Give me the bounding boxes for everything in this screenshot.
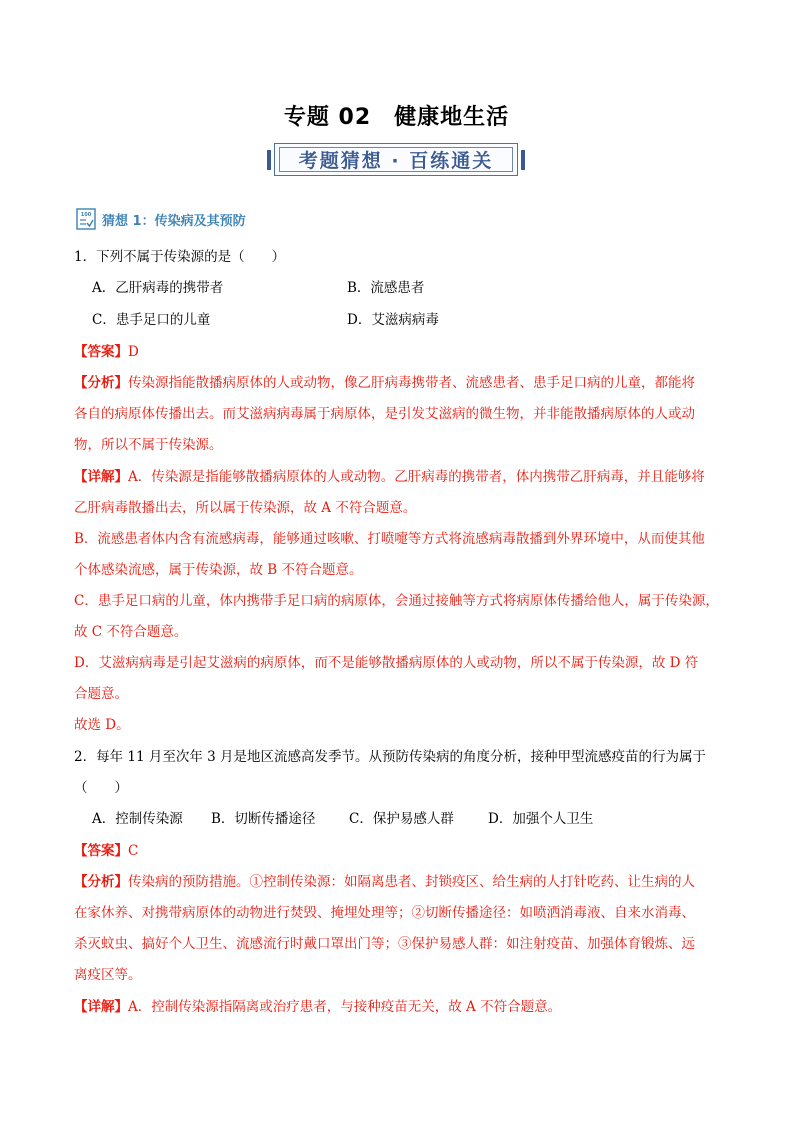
banner-left-bar: [267, 150, 271, 170]
q2-analysis-line-3: 杀灭蚊虫、搞好个人卫生、流感流行时戴口罩出门等；③保护易感人群：如注射疫苗、加强体育锻炼、远: [74, 936, 695, 952]
q1-analysis-text-1: 传染源指能散播病原体的人或动物，像乙肝病毒携带者、流感患者、患手足口病的儿童，都能将: [128, 375, 695, 391]
q1-detail-line-4: 个体感染流感，属于传染源，故 B 不符合题意。: [74, 562, 363, 578]
q2-analysis-line-2: 在家休养、对携带病原体的动物进行焚毁、掩埋处理等；②切断传播途径：如喷洒消毒液、自来水消毒、: [74, 905, 695, 921]
q2-analysis-tag: 【分析】: [74, 874, 128, 890]
section-title: 猜想 1：传染病及其预防: [102, 213, 246, 229]
q1-option-c: C．患手足口的儿童: [92, 312, 211, 328]
q1-answer-tag: 【答案】: [74, 344, 128, 360]
q1-option-a: A．乙肝病毒的携带者: [92, 280, 224, 296]
q2-detail-line-1: [74, 997, 561, 1017]
q2-answer-tag: 【答案】: [74, 843, 128, 859]
q1-answer-value: D: [128, 344, 139, 360]
q1-analysis-tag: 【分析】: [74, 375, 128, 391]
q1-detail-line-8: 合题意。: [74, 686, 128, 702]
q2-option-d: D．加强个人卫生: [488, 811, 594, 827]
q1-stem: 1．下列不属于传染源的是（ ）: [74, 249, 286, 265]
q1-detail-line-5: C．患手足口病的儿童，体内携带手足口病的病原体，会通过接触等方式将病原体传播给他人，属于传染源，: [74, 593, 719, 609]
banner-right-bar: [521, 150, 525, 170]
q2-option-b: B．切断传播途径: [211, 811, 316, 827]
checklist-icon: [76, 208, 96, 230]
q1-answer: [74, 342, 139, 362]
q2-stem: 2．每年 11 月至次年 3 月是地区流感高发季节。从预防传染病的角度分析，接种甲型流感疫苗的行为属于: [74, 749, 707, 765]
q1-detail-line-2: 乙肝病毒散播出去，所以属于传染源，故 A 不符合题意。: [74, 500, 417, 516]
banner: [274, 143, 518, 176]
q2-detail-tag: 【详解】: [74, 999, 128, 1015]
q1-analysis-line-1: [74, 373, 695, 393]
q2-answer-value: C: [128, 843, 139, 859]
q1-detail-tag: 【详解】: [74, 469, 128, 485]
q1-detail-text-1: A．传染源是指能够散播病原体的人或动物。乙肝病毒的携带者，体内携带乙肝病毒，并且能够将: [128, 469, 705, 485]
q2-analysis-text-1: 传染病的预防措施。①控制传染源：如隔离患者、封锁疫区、给生病的人打针吃药、让生病的人: [128, 874, 695, 890]
q1-detail-line-7: D．艾滋病病毒是引起艾滋病的病原体，而不是能够散播病原体的人或动物，所以不属于传染源，故 D 符: [74, 655, 699, 671]
q1-option-b: B．流感患者: [347, 280, 425, 296]
q2-option-c: C．保护易感人群: [349, 811, 454, 827]
q1-analysis-line-2: 各自的病原体传播出去。而艾滋病病毒属于病原体，是引发艾滋病的微生物，并非能散播病原体的人或动: [74, 406, 695, 422]
q2-detail-text-1: A．控制传染源指隔离或治疗患者，与接种疫苗无关，故 A 不符合题意。: [128, 999, 562, 1015]
banner-text: 考题猜想 · 百练通关: [279, 147, 513, 172]
q1-option-d: D．艾滋病病毒: [347, 312, 439, 328]
q2-analysis-line-1: [74, 872, 695, 892]
q2-answer: [74, 841, 138, 861]
q2-analysis-line-4: 离疫区等。: [74, 967, 142, 983]
q1-detail-line-3: B．流感患者体内含有流感病毒，能够通过咳嗽、打喷嚏等方式将流感病毒散播到外界环境中，从而使其他: [74, 531, 705, 547]
q1-detail-line-1: [74, 467, 705, 487]
section-heading: [76, 206, 246, 232]
page-title: 专题 02 健康地生活: [283, 105, 510, 130]
q2-option-a: A．控制传染源: [92, 811, 183, 827]
q1-detail-line-9: 故选 D。: [74, 717, 130, 733]
q1-detail-line-6: 故 C 不符合题意。: [74, 624, 188, 640]
q2-stem-bracket: （ ）: [74, 780, 128, 796]
svg-text:100: 100: [80, 212, 92, 218]
q1-analysis-line-3: 物，所以不属于传染源。: [74, 437, 223, 453]
